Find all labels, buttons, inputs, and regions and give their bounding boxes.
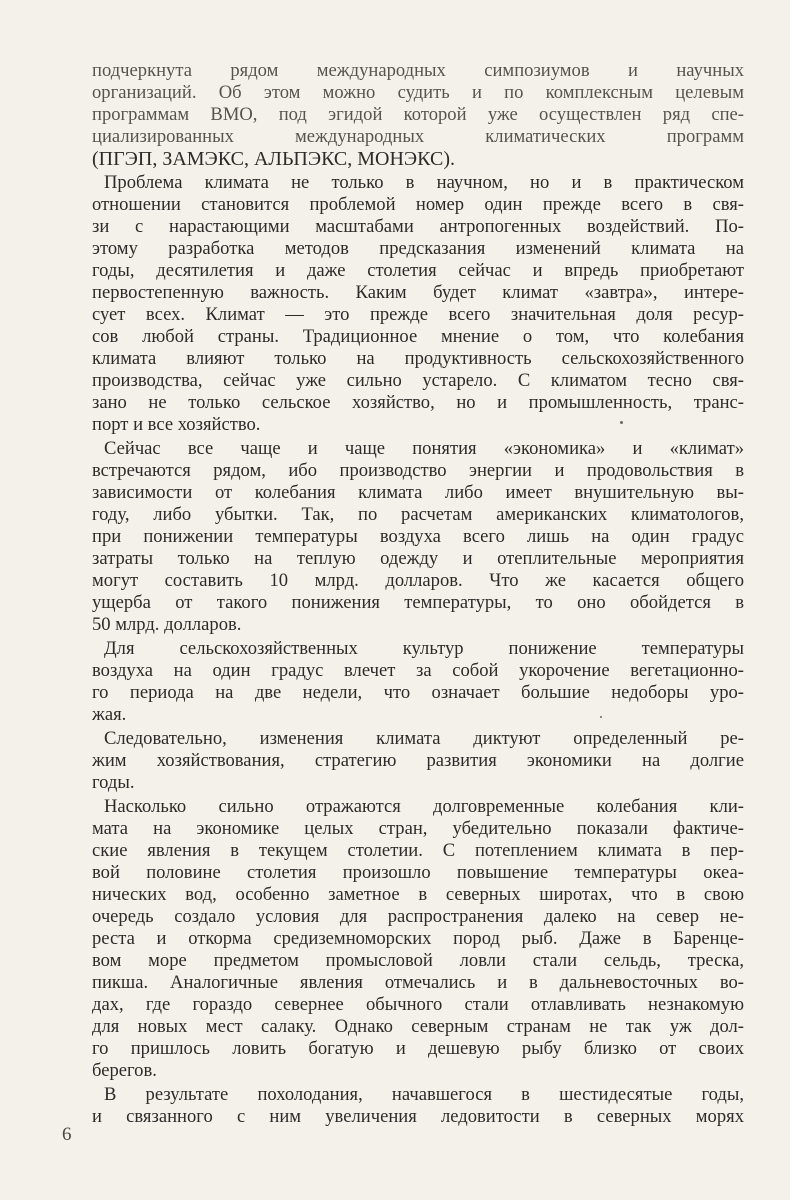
text-line: первостепенную важность. Каким будет климат «завтра», интере- xyxy=(92,282,744,303)
text-line: порт и все хозяйство. xyxy=(92,414,261,435)
text-line: мата на экономике целых стран, убедительно показали фактиче- xyxy=(92,818,744,839)
text-line: производства, сейчас уже сильно устарело. С климатом тесно свя- xyxy=(92,370,744,391)
text-line: дах, где гораздо севернее обычного стали отлавливать незнакомую xyxy=(92,994,744,1015)
text-line: программам ВМО, под эгидой которой уже осуществлен ряд спе- xyxy=(92,104,744,125)
text-line: для новых мест салаку. Однако северным странам не так уж дол- xyxy=(92,1016,744,1037)
text-line: встречаются рядом, ибо производство энергии и продовольствия в xyxy=(92,460,744,481)
text-line: организаций. Об этом можно судить и по комплексным целевым xyxy=(92,82,744,103)
text-line: вом море предметом промысловой ловли стали сельдь, треска, xyxy=(92,950,744,971)
text-line: циализированных международных климатических программ xyxy=(92,126,744,147)
paragraph-start-line: В результате похолодания, начавшегося в шестидесятые годы, xyxy=(104,1084,744,1105)
text-line: очередь создало условия для распространения далеко на север не- xyxy=(92,906,744,927)
text-line: берегов. xyxy=(92,1060,157,1081)
text-line: воздуха на один градус влечет за собой укорочение вегетационно- xyxy=(92,660,744,681)
text-line: ские явления в текущем столетии. С потеплением климата в пер- xyxy=(92,840,744,861)
text-line: и связанного с ним увеличения ледовитости в северных морях xyxy=(92,1106,744,1127)
text-line: годы, десятилетия и даже столетия сейчас и впредь приобретают xyxy=(92,260,744,281)
text-line: сует всех. Климат — это прежде всего значительная доля ресур- xyxy=(92,304,744,325)
paragraph-start-line: Сейчас все чаще и чаще понятия «экономика» и «климат» xyxy=(104,438,744,459)
paragraph-start-line: Для сельскохозяйственных культур понижение температуры xyxy=(104,638,744,659)
text-line: жая. xyxy=(92,704,127,725)
text-line: пикша. Аналогичные явления отмечались и в дальневосточных во- xyxy=(92,972,744,993)
text-line: го периода на две недели, что означает большие недоборы уро- xyxy=(92,682,744,703)
text-line: зи с нарастающими масштабами антропогенных воздействий. По- xyxy=(92,216,744,237)
text-line: могут составить 10 млрд. долларов. Что же касается общего xyxy=(92,570,744,591)
paper-speck xyxy=(600,716,602,718)
text-line: нических вод, особенно заметное в северных широтах, что в свою xyxy=(92,884,744,905)
text-line: затраты только на теплую одежду и отеплительные мероприятия xyxy=(92,548,744,569)
text-line: этому разработка методов предсказания изменений климата на xyxy=(92,238,744,259)
text-line: вой половине столетия произошло повышение температуры океа- xyxy=(92,862,744,883)
paragraph-start-line: Следовательно, изменения климата диктуют определенный ре- xyxy=(104,728,744,749)
page-number: 6 xyxy=(62,1124,72,1145)
text-line: го пришлось ловить богатую и дешевую рыбу близко от своих xyxy=(92,1038,744,1059)
text-line: сов любой страны. Традиционное мнение о том, что колебания xyxy=(92,326,744,347)
text-line: жим хозяйствования, стратегию развития экономики на долгие xyxy=(92,750,744,771)
text-line: климата влияют только на продуктивность сельскохозяйственного xyxy=(92,348,744,369)
text-line: реста и откорма средиземноморских пород рыб. Даже в Баренце- xyxy=(92,928,744,949)
text-line: при понижении температуры воздуха всего лишь на один градус xyxy=(92,526,744,547)
text-line: подчеркнута рядом международных симпозиумов и научных xyxy=(92,60,744,81)
text-line: зависимости от колебания климата либо имеет внушительную вы- xyxy=(92,482,744,503)
text-line: ущерба от такого понижения температуры, то оно обойдется в xyxy=(92,592,744,613)
paragraph-start-line: Насколько сильно отражаются долговременные колебания кли- xyxy=(104,796,744,817)
paper-speck xyxy=(620,421,623,424)
text-line: году, либо убытки. Так, по расчетам американских климатологов, xyxy=(92,504,744,525)
paragraph-start-line: Проблема климата не только в научном, но и в практическом xyxy=(104,172,744,193)
text-line: 50 млрд. долларов. xyxy=(92,614,242,635)
text-line: (ПГЭП, ЗАМЭКС, АЛЬПЭКС, МОНЭКС). xyxy=(92,148,455,170)
text-line: отношении становится проблемой номер один прежде всего в свя- xyxy=(92,194,744,215)
text-line: годы. xyxy=(92,772,135,793)
text-line: зано не только сельское хозяйство, но и промышленность, транс- xyxy=(92,392,744,413)
